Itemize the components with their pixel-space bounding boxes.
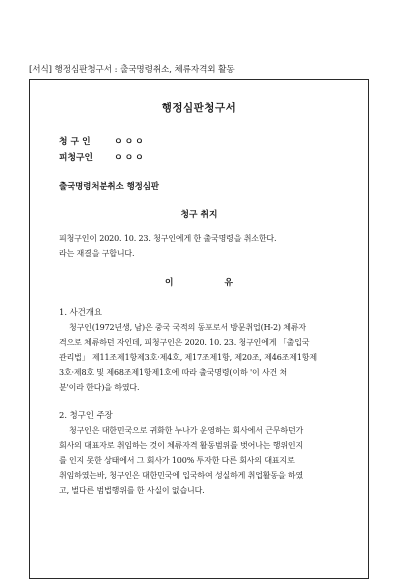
section-line: 고, 벌다른 범법행위를 한 사실이 없습니다. xyxy=(59,486,205,495)
reason-heading: 이 유 xyxy=(164,278,258,288)
section-line: 청구인은 대한민국으로 귀화한 누나가 운영하는 회사에서 근무하던가 xyxy=(69,426,304,435)
section-line: 청구인(1972년생, 남)은 중국 국적의 동포로서 방문취업(H-2) 체류자 xyxy=(69,323,307,332)
document-caption: [서식] 행정심판청구서 : 출국명령취소, 체류자격외 활동 xyxy=(29,65,235,75)
petition-document xyxy=(29,79,369,579)
party-role: 청 구 인 xyxy=(59,137,91,147)
party-name: ㅇㅇㅇ xyxy=(114,137,146,147)
section-line: 분'이라 한다)을 하였다. xyxy=(59,383,140,392)
document-title: 행정심판청구서 xyxy=(161,102,237,114)
section-line: 취임하였는바, 청구인은 대한민국에 입국하여 성실하게 취업활동을 하였 xyxy=(59,471,304,480)
party-respondent xyxy=(59,150,146,163)
party-role: 피청구인 xyxy=(59,153,93,163)
section-heading-overview: 1. 사건개요 xyxy=(59,307,103,317)
purpose-heading: 청구 취지 xyxy=(180,210,218,220)
case-name: 출국명령처분취소 행정심판 xyxy=(59,181,159,191)
party-name: ㅇㅇㅇ xyxy=(114,153,146,163)
section-line: 회사의 대표자로 취임하는 것이 체류자격 활동범위를 벗어나는 행위인지 xyxy=(59,441,304,450)
section-line: 격으로 체류하던 자인데, 피청구인은 2020. 10. 23. 청구인에게 「출입국 xyxy=(59,338,310,347)
section-line: 3호·제8호 및 제68조제1항제1호에 따라 출국명령(이하 '이 사건 처 xyxy=(59,368,288,377)
purpose-line: 라는 재결을 구합니다. xyxy=(59,249,135,258)
party-petitioner xyxy=(59,134,146,147)
section-line: 관리법」 제11조제1항제3호·제4호, 제17조제1항, 제20조, 제46조제1항제 xyxy=(59,353,317,362)
section-line: 를 인지 못한 상태에서 그 회사가 100% 투자한 다른 회사의 대표지로 xyxy=(59,456,295,465)
section-heading-claim: 2. 청구인 주장 xyxy=(59,410,113,420)
purpose-line: 피청구인이 2020. 10. 23. 청구인에게 한 출국명령을 취소한다. xyxy=(59,234,277,243)
